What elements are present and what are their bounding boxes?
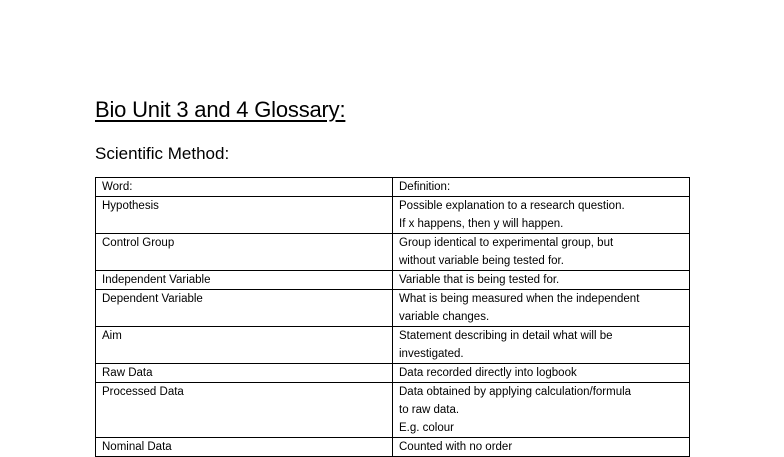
glossary-table	[95, 177, 690, 457]
table-row	[96, 438, 690, 457]
glossary-table-body	[96, 178, 690, 457]
definition-cell	[393, 383, 690, 438]
header-cell-word: Word:	[96, 178, 393, 197]
section-heading: Scientific Method:	[95, 144, 230, 163]
table-row	[96, 234, 690, 271]
definition-line: Variable that is being tested for.	[399, 274, 560, 286]
table-row	[96, 327, 690, 364]
term-cell: Control Group	[96, 234, 393, 271]
definition-line: Group identical to experimental group, but	[399, 237, 614, 249]
definition-line: Counted with no order	[399, 441, 513, 453]
definition-cell	[393, 271, 690, 290]
term-cell: Raw Data	[96, 364, 393, 383]
term-cell: Processed Data	[96, 383, 393, 438]
table-header-row	[96, 178, 690, 197]
definition-cell	[393, 234, 690, 271]
definition-line: Possible explanation to a research question.	[399, 200, 625, 212]
table-row	[96, 383, 690, 438]
definition-line: What is being measured when the independent	[399, 293, 640, 305]
definition-cell	[393, 327, 690, 364]
table-row	[96, 290, 690, 327]
definition-line: to raw data.	[399, 404, 460, 416]
table-row	[96, 271, 690, 290]
term-cell: Dependent Variable	[96, 290, 393, 327]
definition-line: Data obtained by applying calculation/formula	[399, 386, 632, 398]
header-cell-definition: Definition:	[393, 178, 690, 197]
definition-cell	[393, 438, 690, 457]
definition-line: E.g. colour	[399, 422, 454, 434]
definition-cell	[393, 197, 690, 234]
definition-cell	[393, 290, 690, 327]
term-cell: Aim	[96, 327, 393, 364]
definition-line: If x happens, then y will happen.	[399, 218, 564, 230]
definition-line: Data recorded directly into logbook	[399, 367, 577, 379]
term-cell: Independent Variable	[96, 271, 393, 290]
table-row	[96, 197, 690, 234]
definition-line: variable changes.	[399, 311, 490, 323]
definition-line: Statement describing in detail what will be	[399, 330, 613, 342]
term-cell: Nominal Data	[96, 438, 393, 457]
table-row	[96, 364, 690, 383]
definition-line: without variable being tested for.	[399, 255, 564, 267]
definition-line: investigated.	[399, 348, 464, 360]
document-title: Bio Unit 3 and 4 Glossary:	[95, 97, 346, 122]
definition-cell	[393, 364, 690, 383]
term-cell: Hypothesis	[96, 197, 393, 234]
